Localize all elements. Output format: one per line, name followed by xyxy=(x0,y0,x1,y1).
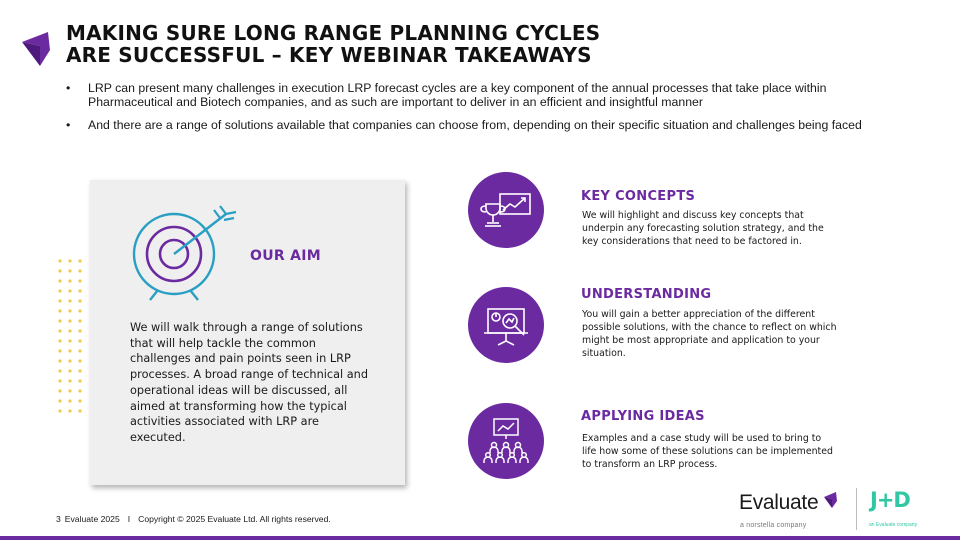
evaluate-logo-subtitle: a norstella company xyxy=(740,522,807,529)
applying-ideas-title: APPLYING IDEAS xyxy=(581,409,705,424)
page-number: 3 xyxy=(56,514,61,524)
audience-presentation-icon xyxy=(468,403,544,479)
bullet-item xyxy=(66,82,886,109)
applying-ideas-badge xyxy=(468,403,544,479)
bottom-accent-line xyxy=(0,536,960,540)
title-line-2: ARE SUCCESSFUL – KEY WEBINAR TAKEAWAYS xyxy=(66,43,592,67)
understanding-body: You will gain a better appreciation of the different possible solutions, with the chance to reflect on which might be most appropriate and application to your situation. xyxy=(582,309,837,359)
bullet-marker: • xyxy=(66,81,71,95)
bullet-text: And there are a range of solutions available that companies can choose from, depending on their specific situation and challenges being faced xyxy=(88,118,862,132)
applying-ideas-body: Examples and a case study will be used to bring to life how some of these solutions can be implemented to transform an LRP process. xyxy=(582,433,833,470)
our-aim-title: OUR AIM xyxy=(250,248,321,264)
page-title xyxy=(66,22,786,66)
target-arrow-icon xyxy=(128,202,240,302)
jd-logo xyxy=(866,488,926,532)
presentation-magnifier-icon xyxy=(468,287,544,363)
title-line-1: MAKING SURE LONG RANGE PLANNING CYCLES xyxy=(66,21,601,45)
footer-company-year: Evaluate 2025 xyxy=(64,514,120,524)
key-concepts-body: We will highlight and discuss key concepts that underpin any forecasting solution strategy, and the key considerations that need to be factored in. xyxy=(582,210,824,247)
footer-separator: I xyxy=(127,514,131,524)
bullet-text: LRP can present many challenges in execution LRP forecast cycles are a key component of the annual processes that take place within Pharmaceutical and Biotech companies, and as such are important to deliver in an efficient and insightful manner xyxy=(88,81,827,109)
evaluate-logo xyxy=(739,490,844,532)
intro-bullet-list xyxy=(66,82,886,143)
bullet-item xyxy=(66,119,886,133)
our-aim-card xyxy=(90,180,405,485)
logo-divider xyxy=(856,488,857,530)
jd-logo-word: J+D xyxy=(870,488,910,512)
understanding-title: UNDERSTANDING xyxy=(581,287,712,302)
evaluate-arrow-mark-icon xyxy=(822,490,840,508)
our-aim-body: We will walk through a range of solutions that will help tackle the common challenges and pain points seen in LRP processes. A broad range of technical and operational ideas will be discussed, all aimed at transforming how the typical activities associated with LRP are executed. xyxy=(130,321,368,444)
key-concepts-badge xyxy=(468,172,544,248)
evaluate-logo-word: Evaluate xyxy=(739,491,819,514)
footer-copyright: Copyright © 2025 Evaluate Ltd. All rights reserved. xyxy=(138,514,331,524)
decorative-dot-grid xyxy=(57,258,87,420)
key-concepts-title: KEY CONCEPTS xyxy=(581,189,696,204)
understanding-badge xyxy=(468,287,544,363)
trophy-chart-icon xyxy=(468,172,544,248)
footer xyxy=(56,514,339,524)
corner-arrow-mark xyxy=(18,28,58,68)
bullet-marker: • xyxy=(66,118,71,132)
jd-logo-subtitle: an Evaluate company xyxy=(869,522,918,528)
